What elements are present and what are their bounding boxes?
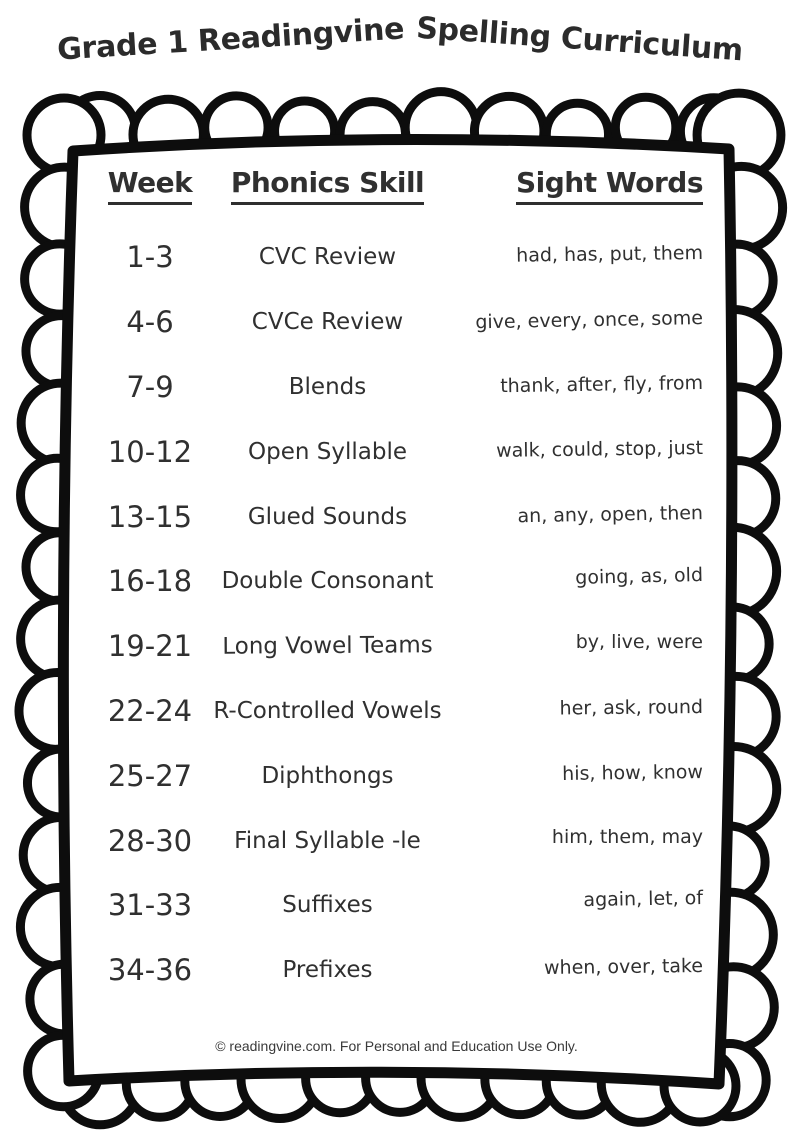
page-title-left: Grade 1 Readingvine <box>55 11 405 68</box>
sight-words-cell: had, has, put, them <box>516 242 704 267</box>
phonics-skill-cell: Blends <box>288 373 367 400</box>
table-row <box>90 484 703 549</box>
week-range-cell: 7-9 <box>126 369 174 404</box>
sight-words-cell: thank, after, fly, from <box>500 371 704 398</box>
sight-words-cell: him, them, may <box>551 825 703 848</box>
week-range-cell: 10-12 <box>107 434 193 469</box>
table-row <box>90 938 703 1003</box>
phonics-skill-cell: Double Consonant <box>221 568 434 595</box>
phonics-skill-cell: Glued Sounds <box>247 503 408 530</box>
phonics-skill-cell: Prefixes <box>282 957 373 984</box>
week-range-cell: 22-24 <box>107 693 193 728</box>
phonics-skill-cell: CVCe Review <box>251 309 404 336</box>
table-row <box>90 679 703 744</box>
phonics-skill-cell: Diphthongs <box>261 762 394 789</box>
phonics-skill-cell: CVC Review <box>258 244 397 271</box>
week-range-cell: 31-33 <box>107 888 193 923</box>
week-range-cell: 13-15 <box>107 499 193 534</box>
table-row <box>90 549 703 614</box>
column-header-phonics-skill: Phonics Skill <box>210 166 445 205</box>
table-row <box>90 808 703 873</box>
table-row <box>90 873 703 938</box>
sight-words-cell: when, over, take <box>543 955 704 980</box>
sight-words-cell: going, as, old <box>575 564 704 590</box>
sight-words-cell: by, live, were <box>575 631 703 654</box>
week-range-cell: 19-21 <box>107 629 193 664</box>
curriculum-table <box>90 160 703 1003</box>
week-range-cell: 16-18 <box>107 564 193 599</box>
sight-words-cell: give, every, once, some <box>475 307 704 334</box>
column-header-sight-words: Sight Words <box>445 166 703 205</box>
table-header-row <box>90 160 703 225</box>
week-range-cell: 28-30 <box>107 823 193 858</box>
table-row <box>90 743 703 808</box>
sight-words-cell: his, how, know <box>562 760 704 785</box>
sight-words-cell: an, any, open, then <box>517 501 704 527</box>
phonics-skill-cell: Long Vowel Teams <box>222 632 433 660</box>
table-row <box>90 614 703 679</box>
phonics-skill-cell: Open Syllable <box>248 438 407 465</box>
column-header-week: Week <box>90 166 210 205</box>
page-title-right: Spelling Curriculum <box>415 10 745 69</box>
phonics-skill-cell: R-Controlled Vowels <box>213 697 442 724</box>
table-row <box>90 290 703 355</box>
phonics-skill-cell: Final Syllable -le <box>234 827 421 854</box>
table-row <box>90 419 703 484</box>
copyright-footer: © readingvine.com. For Personal and Education Use Only. <box>215 1038 578 1054</box>
table-body <box>90 225 703 1003</box>
sight-words-cell: again, let, of <box>583 887 704 912</box>
week-range-cell: 1-3 <box>126 240 174 275</box>
sight-words-cell: walk, could, stop, just <box>496 436 704 462</box>
sight-words-cell: her, ask, round <box>559 695 704 720</box>
week-range-cell: 4-6 <box>126 305 174 340</box>
table-row <box>90 225 703 290</box>
week-range-cell: 25-27 <box>107 758 193 793</box>
phonics-skill-cell: Suffixes <box>282 892 373 919</box>
table-row <box>90 355 703 420</box>
week-range-cell: 34-36 <box>107 953 193 988</box>
